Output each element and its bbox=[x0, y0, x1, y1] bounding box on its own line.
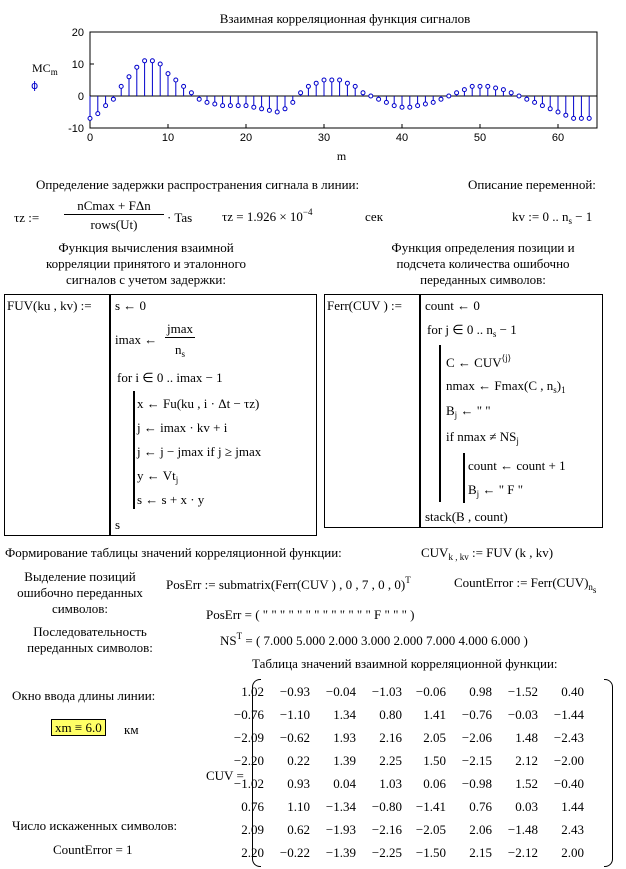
matrix-cell: 1.41 bbox=[423, 707, 446, 722]
matrix-cell: −2.09 bbox=[233, 730, 264, 745]
data-point bbox=[283, 107, 287, 111]
chart-title: Взаимная корреляционная функция сигналов bbox=[219, 11, 471, 26]
data-point bbox=[291, 100, 295, 104]
data-point bbox=[494, 86, 498, 90]
data-point bbox=[501, 88, 505, 92]
matrix-cell: 1.39 bbox=[333, 753, 356, 768]
data-point bbox=[275, 110, 279, 114]
y-tick-label: 10 bbox=[71, 59, 84, 71]
data-point bbox=[361, 91, 365, 95]
matrix-cell: −2.25 bbox=[371, 845, 402, 860]
poserr-value: PosErr = ( " " " " " " " " " " " " " F " " " ) bbox=[206, 607, 415, 622]
matrix-cell: −1.48 bbox=[507, 822, 538, 837]
ferr-line-7: count ← count + 1 bbox=[468, 458, 566, 473]
data-point bbox=[228, 104, 232, 108]
data-point bbox=[447, 94, 451, 98]
delay-heading: Определение задержки распространения сигнала в линии: bbox=[36, 177, 360, 192]
data-point bbox=[189, 91, 193, 95]
matrix-cell: 0.03 bbox=[515, 799, 538, 814]
y-axis-label: $MC_m$ bbox=[32, 61, 58, 77]
y-tick-label: 20 bbox=[71, 27, 84, 39]
matrix-cell: −2.15 bbox=[461, 753, 492, 768]
data-point bbox=[88, 116, 92, 120]
cuv-definition[interactable]: $CUV_{k , kv}$ := FUV (k , kv) bbox=[421, 545, 554, 562]
data-point bbox=[377, 97, 381, 101]
fuv-line-9: s bbox=[115, 517, 121, 532]
matrix-cell: 2.16 bbox=[379, 730, 402, 745]
data-point bbox=[533, 100, 537, 104]
cuv-label: CUV = bbox=[206, 768, 244, 783]
poserr-label: Выделение позиций ошибочно переданных символов: bbox=[17, 569, 143, 616]
matrix-cell: −0.76 bbox=[461, 707, 492, 722]
data-point bbox=[462, 88, 466, 92]
data-point bbox=[408, 105, 412, 109]
data-point bbox=[127, 75, 131, 79]
data-point bbox=[587, 116, 591, 120]
kv-definition[interactable]: kv := 0 .. $n_s - 1$ bbox=[512, 209, 593, 226]
matrix-cell: 1.03 bbox=[379, 776, 402, 791]
counterror-result: CountError = 1 bbox=[53, 842, 133, 857]
data-point bbox=[143, 59, 147, 63]
fuv-line-3: for i ∈ 0 .. imax − 1 bbox=[117, 370, 223, 385]
data-point bbox=[525, 97, 529, 101]
tz-result: $\tau z = 1.926 \times 10^{-4}$ bbox=[222, 207, 313, 224]
data-point bbox=[205, 100, 209, 104]
ferr-line-8: $B_j$ ← " F " bbox=[468, 482, 524, 499]
matrix-right-bracket bbox=[604, 679, 613, 867]
data-point bbox=[564, 113, 568, 117]
fuv-header: FUV(ku , kv) := bbox=[7, 298, 92, 313]
matrix-cell: 0.04 bbox=[333, 776, 356, 791]
matrix-cell: 2.25 bbox=[379, 753, 402, 768]
data-point bbox=[260, 107, 264, 111]
matrix-cell: 0.06 bbox=[423, 776, 446, 791]
correlation-chart bbox=[0, 0, 626, 170]
fuv-frac-num: jmax bbox=[167, 321, 193, 336]
fuv-line-7: y ← $Vt_j$ bbox=[137, 468, 179, 485]
ns-value: $NS^T$ = ( 7.000 5.000 2.000 3.000 2.000 7.000 4.000 6.000 ) bbox=[220, 631, 528, 648]
data-point bbox=[236, 104, 240, 108]
distorted-label: Число искаженных символов: bbox=[12, 818, 178, 833]
data-point bbox=[416, 104, 420, 108]
matrix-cell: 2.00 bbox=[561, 845, 584, 860]
data-point bbox=[540, 104, 544, 108]
xm-input[interactable]: xm ≡ 6.0 bbox=[51, 720, 106, 736]
fuv-line-6: j ← j − jmax if j ≥ jmax bbox=[137, 444, 262, 459]
tz-definition[interactable]: τz := nCmax + FΔn rows(Ut) · Tas bbox=[14, 198, 193, 232]
data-point bbox=[213, 102, 217, 106]
fuv-frac-den: $n_s$ bbox=[174, 342, 185, 359]
matrix-cell: 0.76 bbox=[241, 799, 264, 814]
data-point bbox=[96, 112, 100, 116]
matrix-cell: 0.76 bbox=[469, 799, 492, 814]
matrix-cell: 2.06 bbox=[469, 822, 492, 837]
fuv-program[interactable] bbox=[4, 294, 317, 536]
matrix-cell: 1.50 bbox=[423, 753, 446, 768]
fuv-line-2: imax ← bbox=[115, 332, 158, 347]
data-point bbox=[345, 81, 349, 85]
plot-frame bbox=[90, 32, 597, 128]
data-point bbox=[111, 97, 115, 101]
matrix-cell: 2.43 bbox=[561, 822, 584, 837]
matrix-cell: −2.20 bbox=[233, 753, 264, 768]
tz-unit: сек bbox=[365, 209, 384, 224]
table-title: Таблица значений взаимной корреляционной функции: bbox=[252, 656, 558, 671]
matrix-cell: −0.06 bbox=[415, 684, 446, 699]
fuv-caption: Функция вычисления взаимной корреляции принятого и эталонного сигналов с учетом задержки: bbox=[45, 240, 247, 287]
matrix-cell: −2.06 bbox=[461, 730, 492, 745]
counterror-definition[interactable]: CountError := $Ferr(CUV)_{n_s}$ bbox=[454, 575, 597, 595]
data-point bbox=[252, 105, 256, 109]
data-point bbox=[423, 102, 427, 106]
ferr-line-1: count ← 0 bbox=[425, 298, 480, 313]
matrix-cell: −1.10 bbox=[279, 707, 310, 722]
ferr-line-9: stack(B , count) bbox=[425, 509, 508, 524]
matrix-cell: 2.20 bbox=[241, 845, 264, 860]
matrix-cell: −1.39 bbox=[325, 845, 356, 860]
data-point bbox=[369, 94, 373, 98]
matrix-cell: 0.40 bbox=[561, 684, 584, 699]
poserr-definition[interactable]: PosErr := submatrix(Ferr(CUV ) , 0 , 7 , 0 , 0)$^T$ bbox=[166, 575, 411, 592]
matrix-cell: −2.12 bbox=[507, 845, 538, 860]
data-point bbox=[392, 104, 396, 108]
data-point bbox=[338, 78, 342, 82]
ferr-line-5: $B_j$ ← " " bbox=[446, 403, 491, 420]
matrix-cell: 2.12 bbox=[515, 753, 538, 768]
xm-unit: км bbox=[124, 722, 139, 737]
data-point bbox=[322, 78, 326, 82]
matrix-cell: 1.02 bbox=[241, 684, 264, 699]
legend-marker: ϕ bbox=[31, 79, 39, 92]
data-point bbox=[455, 91, 459, 95]
matrix-cell: −2.16 bbox=[371, 822, 402, 837]
data-point bbox=[517, 94, 521, 98]
matrix-cell: 2.05 bbox=[423, 730, 446, 745]
matrix-cell: 1.34 bbox=[333, 707, 356, 722]
x-tick-label: 50 bbox=[473, 132, 487, 144]
matrix-cell: −2.43 bbox=[553, 730, 584, 745]
ferr-header: Ferr(CUV ) := bbox=[327, 298, 402, 313]
fuv-line-4: x ← Fu(ku , i · Δt − τz) bbox=[137, 396, 260, 411]
ferr-line-6: if $nmax \ne NS_j$ bbox=[446, 429, 519, 446]
fuv-line-5: j ← imax · kv + i bbox=[137, 420, 228, 435]
x-tick-label: 60 bbox=[551, 132, 565, 144]
data-point bbox=[439, 97, 443, 101]
data-point bbox=[306, 84, 310, 88]
data-point bbox=[572, 116, 576, 120]
x-tick-label: 30 bbox=[317, 132, 331, 144]
x-axis-label: m bbox=[336, 149, 347, 163]
matrix-cell: −1.03 bbox=[371, 684, 402, 699]
matrix-cell: −2.00 bbox=[553, 753, 584, 768]
matrix-cell: −0.03 bbox=[507, 707, 538, 722]
matrix-cell: −0.62 bbox=[279, 730, 310, 745]
matrix-cell: 2.15 bbox=[469, 845, 492, 860]
data-point bbox=[119, 84, 123, 88]
matrix-cell: −0.76 bbox=[233, 707, 264, 722]
data-point bbox=[353, 84, 357, 88]
vars-heading: Описание переменной: bbox=[468, 177, 596, 192]
data-point bbox=[267, 108, 271, 112]
seq-label: Последовательность переданных символов: bbox=[27, 624, 153, 655]
matrix-cell: 0.80 bbox=[379, 707, 402, 722]
matrix-cell: −1.93 bbox=[325, 822, 356, 837]
data-point bbox=[299, 91, 303, 95]
ferr-line-3: C ← $CUV^{⟨j⟩}$ bbox=[446, 353, 512, 370]
x-tick-label: 20 bbox=[239, 132, 253, 144]
ferr-caption: Функция определения позиции и подсчета количества ошибочно переданных символов: bbox=[391, 240, 575, 287]
data-point bbox=[150, 59, 154, 63]
matrix-cell: −1.44 bbox=[553, 707, 584, 722]
ferr-program[interactable] bbox=[324, 294, 603, 528]
data-point bbox=[244, 104, 248, 108]
data-point bbox=[556, 110, 560, 114]
matrix-cell: 0.62 bbox=[287, 822, 310, 837]
data-point bbox=[431, 100, 435, 104]
data-point bbox=[182, 84, 186, 88]
data-point bbox=[548, 107, 552, 111]
data-point bbox=[314, 81, 318, 85]
matrix-cell: 0.98 bbox=[469, 684, 492, 699]
matrix-cell: 1.44 bbox=[561, 799, 584, 814]
matrix-cell: −1.34 bbox=[325, 799, 356, 814]
matrix-cell: −1.52 bbox=[507, 684, 538, 699]
data-point bbox=[174, 78, 178, 82]
input-label: Окно ввода длины линии: bbox=[12, 688, 156, 703]
matrix-cell: −1.50 bbox=[415, 845, 446, 860]
matrix-cell: 1.93 bbox=[333, 730, 356, 745]
matrix-cell: 1.48 bbox=[515, 730, 538, 745]
data-point bbox=[166, 72, 170, 76]
data-point bbox=[478, 84, 482, 88]
matrix-cell: 2.09 bbox=[241, 822, 264, 837]
table-form-heading: Формирование таблицы значений корреляционной функции: bbox=[5, 545, 342, 560]
data-point bbox=[470, 84, 474, 88]
matrix-cell: −0.40 bbox=[553, 776, 584, 791]
y-tick-label: -10 bbox=[68, 123, 84, 135]
data-point bbox=[384, 100, 388, 104]
fuv-line-1: s ← 0 bbox=[115, 298, 147, 313]
ferr-line-4: nmax ← Fmax(C , $n_s)_1$ bbox=[446, 378, 566, 395]
data-point bbox=[197, 97, 201, 101]
data-point bbox=[486, 84, 490, 88]
matrix-cell: −1.02 bbox=[233, 776, 264, 791]
fuv-line-8: s ← s + x · y bbox=[137, 492, 205, 507]
matrix-cell: −0.93 bbox=[279, 684, 310, 699]
y-tick-label: 0 bbox=[77, 91, 84, 103]
matrix-cell: −2.05 bbox=[415, 822, 446, 837]
matrix-cell: −0.04 bbox=[325, 684, 356, 699]
matrix-cell: 0.93 bbox=[287, 776, 310, 791]
x-tick-label: 10 bbox=[161, 132, 175, 144]
matrix-cell: 0.22 bbox=[287, 753, 310, 768]
data-point bbox=[330, 78, 334, 82]
matrix-cell: −1.41 bbox=[415, 799, 446, 814]
x-tick-label: 0 bbox=[86, 132, 94, 144]
x-tick-label: 40 bbox=[395, 132, 409, 144]
ferr-line-2: for j ∈ 0 .. $n_s - 1$ bbox=[427, 322, 517, 339]
data-point bbox=[104, 104, 108, 108]
matrix-cell: −0.98 bbox=[461, 776, 492, 791]
data-point bbox=[400, 105, 404, 109]
data-point bbox=[221, 104, 225, 108]
matrix-cell: −0.80 bbox=[371, 799, 402, 814]
data-point bbox=[158, 62, 162, 66]
matrix-cell: 1.52 bbox=[515, 776, 538, 791]
data-point bbox=[579, 116, 583, 120]
data-point bbox=[135, 65, 139, 69]
matrix-cell: 1.10 bbox=[287, 799, 310, 814]
matrix-cell: −0.22 bbox=[279, 845, 310, 860]
data-point bbox=[509, 91, 513, 95]
